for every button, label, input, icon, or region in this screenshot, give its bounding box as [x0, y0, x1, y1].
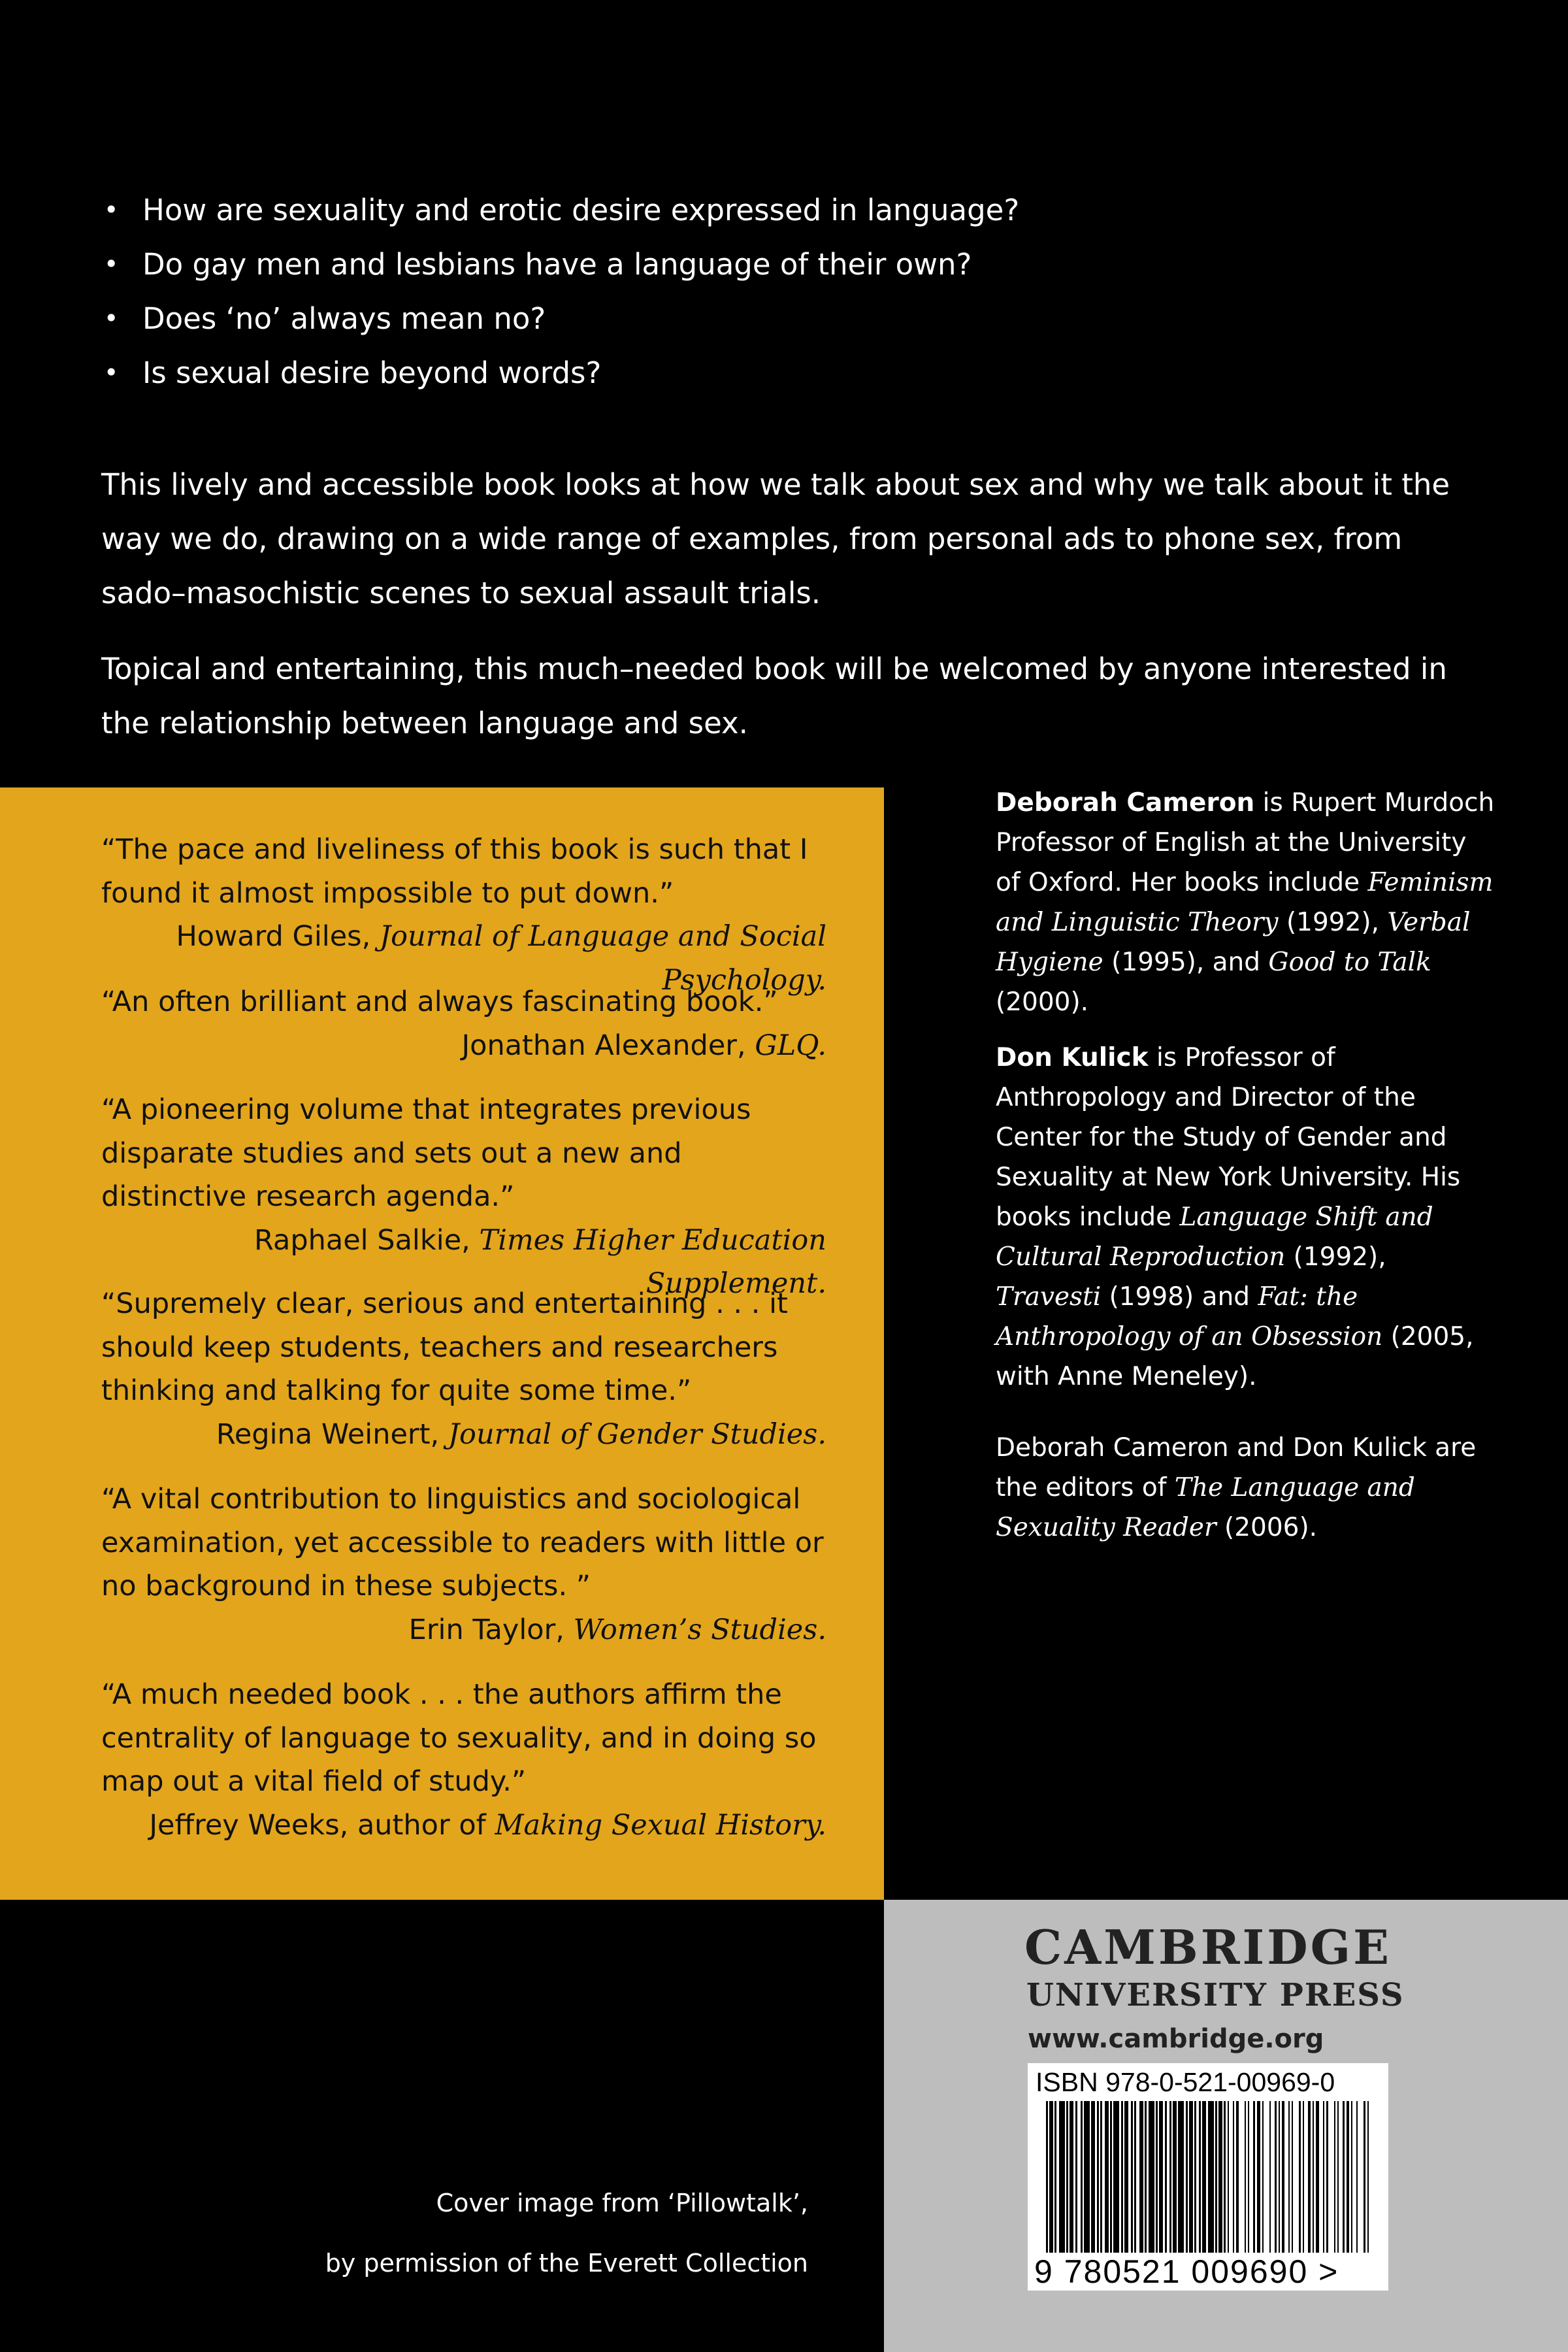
barcode-bar: [1054, 2101, 1056, 2253]
barcode-bar: [1145, 2101, 1147, 2253]
isbn-number: ISBN 978-0-521-00969-0: [1036, 2067, 1335, 2097]
quote-text: “A much needed book . . . the authors affirm the centrality of language to sexuality, and in doing so map out a vital field of study.”: [101, 1678, 817, 1798]
barcode-bar: [1131, 2101, 1133, 2253]
barcode-bar: [1159, 2101, 1163, 2253]
publisher-logo-subtitle: UNIVERSITY PRESS: [1026, 1977, 1405, 2013]
review-quote: [101, 1478, 826, 1651]
barcode-bar: [1105, 2101, 1109, 2253]
barcode-bar: [1084, 2101, 1090, 2253]
barcode-bar: [1218, 2101, 1222, 2253]
quote-text: “The pace and liveliness of this book is such that I found it almost impossible to put down.”: [101, 833, 808, 910]
barcode-bar: [1124, 2101, 1128, 2253]
publisher-url: www.cambridge.org: [1028, 2024, 1324, 2054]
barcode-bar: [1121, 2101, 1123, 2253]
quote-text: “A pioneering volume that integrates previous disparate studies and sets out a new and distinctive research agenda.”: [101, 1093, 751, 1213]
barcode-bar: [1288, 2101, 1290, 2253]
barcode-bar: [1245, 2101, 1246, 2253]
barcode-bar: [1070, 2101, 1073, 2253]
barcode-bar: [1356, 2101, 1358, 2253]
question-item: • Is sexual desire beyond words?: [101, 346, 1473, 400]
publisher-panel: [884, 1900, 1568, 2352]
barcode-bar: [1253, 2101, 1255, 2253]
quote-attribution: Jonathan Alexander, GLQ.: [461, 1029, 826, 1062]
barcode-bar: [1113, 2101, 1119, 2253]
barcode-bar: [1049, 2101, 1053, 2253]
barcode-bar: [1215, 2101, 1217, 2253]
bullet-icon: •: [104, 195, 119, 224]
barcode-bar: [1066, 2101, 1068, 2253]
barcode-bar: [1091, 2101, 1095, 2253]
barcode-bar: [1156, 2101, 1158, 2253]
barcode-bar: [1189, 2101, 1193, 2253]
barcode-bar: [1337, 2101, 1339, 2253]
bullet-icon: •: [104, 250, 119, 278]
editors-note: Deborah Cameron and Don Kulick are the editors of The Language and Sexuality Reader (2006).: [996, 1433, 1477, 1542]
quote-attribution: Howard Giles, Journal of Language and Social Psychology.: [176, 920, 826, 997]
barcode-bar: [1257, 2101, 1260, 2253]
barcode-bar: [1081, 2101, 1083, 2253]
barcode-bar: [1367, 2101, 1369, 2253]
barcode-bar: [1208, 2101, 1214, 2253]
quote-attribution: Raphael Salkie, Times Higher Education Supplement.: [254, 1223, 826, 1300]
bullet-icon: •: [104, 304, 119, 333]
description-paragraph: This lively and accessible book looks at how we talk about sex and why we talk about it the way we do, drawing on a wide range of examples, from personal ads to phone sex, from sado–masochistic scenes to sexual assault trials.: [101, 467, 1450, 610]
barcode-bar: [1059, 2101, 1065, 2253]
barcode-bar: [1186, 2101, 1188, 2253]
quote-text: “A vital contribution to linguistics and sociological examination, yet accessible to readers with little or no background in these subjects. ”: [101, 1483, 824, 1602]
barcode-bar: [1236, 2101, 1239, 2253]
description-paragraph: Topical and entertaining, this much–needed book will be welcomed by anyone interested in the relationship between language and sex.: [101, 652, 1447, 740]
review-quote: [101, 1088, 826, 1306]
barcode-bar: [1248, 2101, 1249, 2253]
barcode-bar: [1173, 2101, 1177, 2253]
author-bios: [996, 783, 1499, 1563]
barcode-bar: [1279, 2101, 1280, 2253]
barcode-bar: [1139, 2101, 1143, 2253]
barcode-bar: [1316, 2101, 1319, 2253]
barcode-bar: [1351, 2101, 1352, 2253]
quote-text: “An often brilliant and always fascinating book.”: [101, 986, 778, 1018]
barcode-bar: [1262, 2101, 1264, 2253]
barcode-icon: [1034, 2101, 1382, 2253]
barcode-bar: [1269, 2101, 1271, 2253]
barcode-bar: [1224, 2101, 1226, 2253]
barcode-bar: [1275, 2101, 1277, 2253]
question-item: • How are sexuality and erotic desire expressed in language?: [101, 183, 1473, 237]
barcode-bar: [1334, 2101, 1335, 2253]
barcode-bar: [1233, 2101, 1234, 2253]
question-item: • Does ‘no’ always mean no?: [101, 291, 1473, 346]
question-item: • Do gay men and lesbians have a language of their own?: [101, 237, 1473, 291]
barcode-bar: [1097, 2101, 1099, 2253]
barcode-bar: [1178, 2101, 1184, 2253]
barcode-bar: [1046, 2101, 1048, 2253]
barcode-bar: [1100, 2101, 1102, 2253]
barcode-bar: [1202, 2101, 1206, 2253]
barcode-bar: [1075, 2101, 1077, 2253]
barcode-bar: [1292, 2101, 1293, 2253]
barcode-label: [1028, 2063, 1388, 2291]
cover-image-credit: [325, 2173, 808, 2293]
quote-attribution: Jeffrey Weeks, author of Making Sexual History.: [149, 1808, 826, 1842]
barcode-bar: [1149, 2101, 1154, 2253]
barcode-bar: [1326, 2101, 1328, 2253]
barcode-bar: [1303, 2101, 1304, 2253]
barcode-bar: [1165, 2101, 1167, 2253]
barcode-bar: [1199, 2101, 1201, 2253]
quote-attribution: Regina Weinert, Journal of Gender Studies.: [216, 1417, 826, 1451]
bullet-icon: •: [104, 358, 119, 387]
review-quote: [101, 1673, 826, 1847]
credit-line: by permission of the Everett Collection: [325, 2249, 808, 2277]
barcode-bar: [1110, 2101, 1112, 2253]
credit-line: Cover image from ‘Pillowtalk’,: [436, 2189, 808, 2217]
barcode-bar: [1364, 2101, 1365, 2253]
review-quote: [101, 980, 826, 1067]
review-quotes-panel: [0, 787, 884, 1900]
publisher-logo-name: CAMBRIDGE: [1024, 1919, 1392, 1975]
barcode-bar: [1343, 2101, 1345, 2253]
barcode-bar: [1228, 2101, 1229, 2253]
barcode-digits: 9 780521 009690 >: [1034, 2253, 1339, 2290]
review-quote: [101, 1282, 826, 1456]
author-bio-cameron: Deborah Cameron is Rupert Murdoch Professor of English at the University of Oxford. Her books include Feminism and Linguistic Theory (1992), Verbal Hygiene (1995), and Good to Talk (2000).: [996, 788, 1495, 1017]
barcode-bar: [1347, 2101, 1349, 2253]
question-list: [101, 183, 1473, 400]
barcode-bar: [1134, 2101, 1136, 2253]
quote-text: “Supremely clear, serious and entertaining . . . it should keep students, teachers and researchers thinking and talking for quite some time.”: [101, 1287, 788, 1407]
barcode-bar: [1169, 2101, 1171, 2253]
review-quote: [101, 828, 826, 1002]
barcode-bar: [1194, 2101, 1196, 2253]
barcode-bar: [1282, 2101, 1284, 2253]
author-bio-kulick: Don Kulick is Professor of Anthropology and Director of the Center for the Study of Gender and Sexuality at New York University. His books include Language Shift and Cultural Reproduction (1992), Travesti (1998) and Fat: the Anthropology of an Obsession (2005, with Anne Meneley).: [996, 1043, 1474, 1391]
barcode-bar: [1323, 2101, 1324, 2253]
quote-attribution: Erin Taylor, Women’s Studies.: [408, 1613, 826, 1646]
barcode-bar: [1313, 2101, 1314, 2253]
barcode-bar: [1308, 2101, 1311, 2253]
barcode-bar: [1299, 2101, 1301, 2253]
